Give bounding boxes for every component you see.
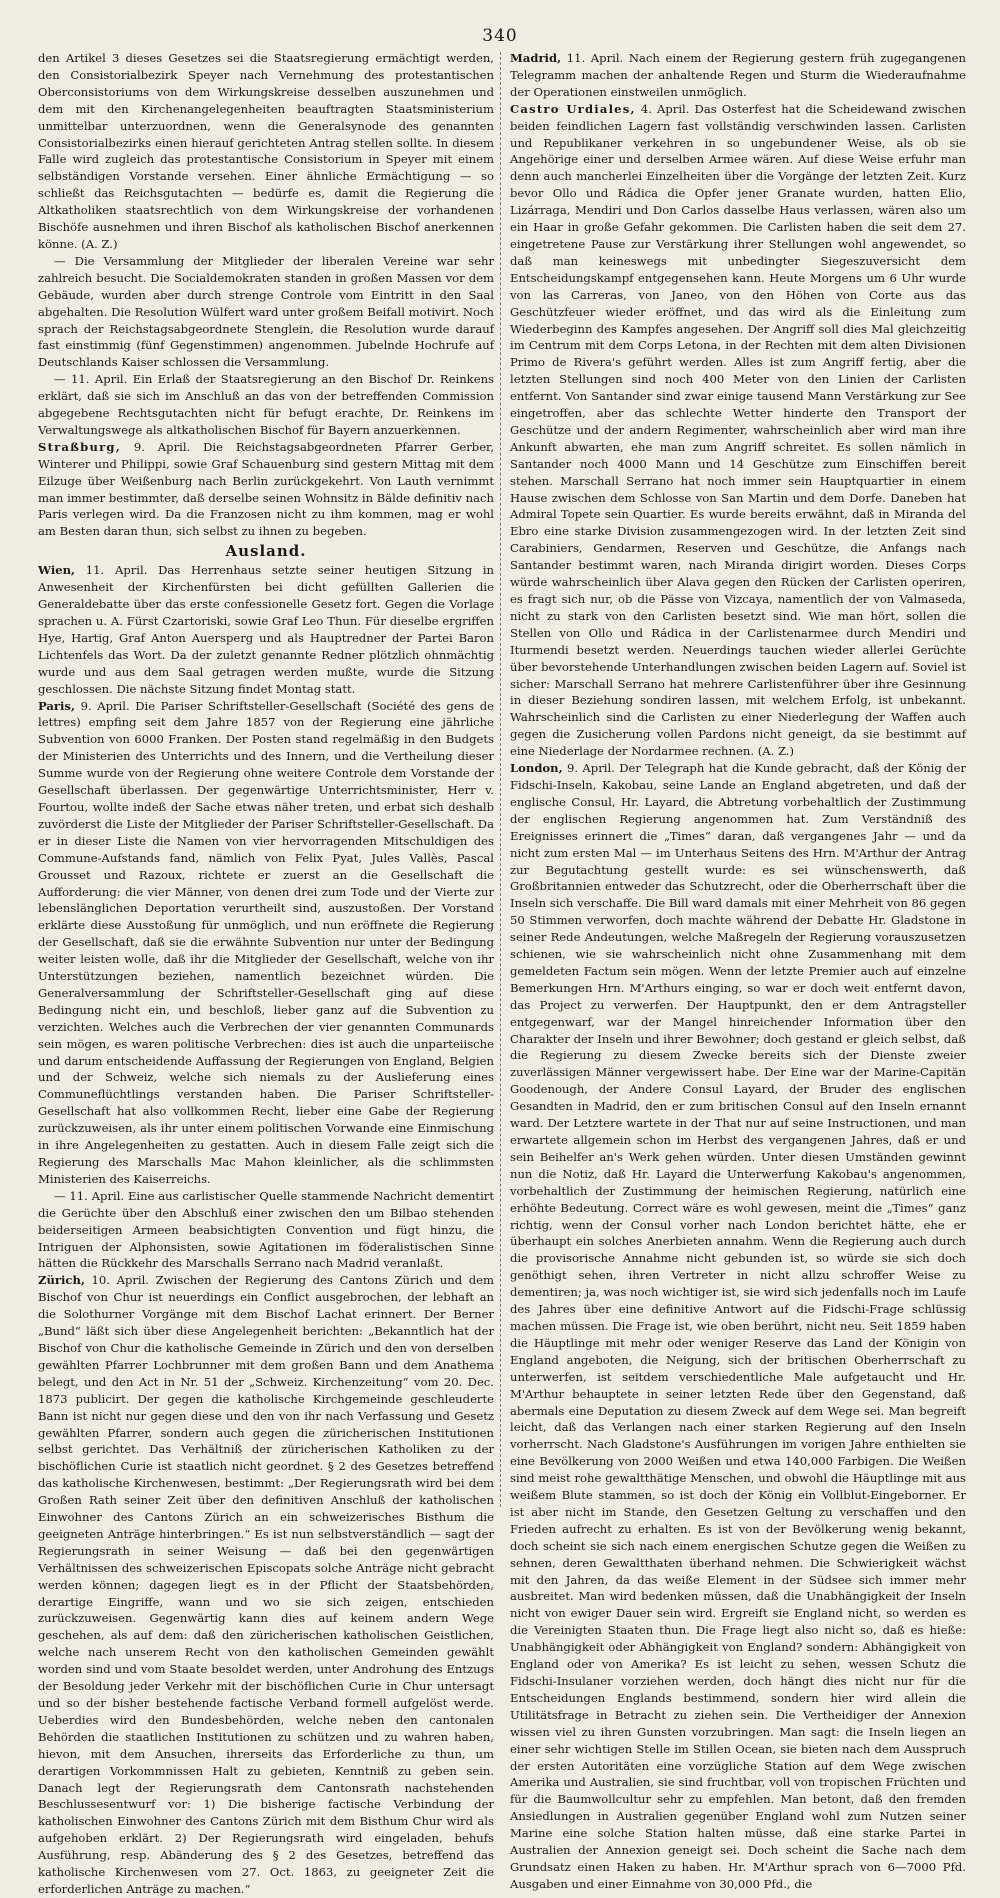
dateline-place: Zürich,: [38, 1273, 85, 1288]
dateline-place: Wien,: [38, 563, 76, 578]
article-paragraph: [38, 698, 494, 1188]
article-text: 9. April. Die Reichstagsabgeordneten Pfarrer Gerber, Winterer und Philippi, sowie Graf Schauenburg sind gestern Mittag mit dem Eilzuge über Weißenburg nach Berlin zurückgekehrt. Von Lauth vernimmt man immer bestimmter, daß derselbe seinen Wohnsitz in Bälde definitiv nach Paris verlegen wird. Da die Franzosen nicht zu ihm kommen, mag er wohl am Besten daran thun, sich selbst zu ihnen zu begeben.: [38, 439, 495, 539]
article-text: 11. April. Nach einem der Regierung gestern früh zugegangenen Telegramm machen der anhaltende Regen und Sturm die Wiederaufnahme der Operationen einstweilen unmöglich.: [510, 51, 966, 99]
article-text: 9. April. Der Telegraph hat die Kunde gebracht, daß der König der Fidschi-Inseln, Kakobau, seine Lande an England abgetreten, und daß der englische Consul, Hr. Layard, die Abtretung vorbehaltlich der Zustimmung der englischen Regierung angenommen hat. Zum Verständniß des Ereignisses erinnert die „Times“ daran, daß vergangenes Jahr — und da nicht zum ersten Mal — im Unterhaus Seitens des Hrn. M'Arthur der Antrag zur Begutachtung gestellt wurde: es sei wünschenswerth, daß Großbritannien entweder das Schutzrecht, oder die Oberherrschaft über die Inseln sich verschaffe. Die Bill ward damals mit einer Mehrheit von 86 gegen 50 Stimmen verworfen, doch machte während der Debatte Hr. Gladstone in seiner Rede Andeutungen, welche Maßregeln der Regierung vorauszusetzen schienen, wie sie wahrscheinlich nicht ohne Zusammenhang mit dem gemeldeten Factum sein mögen. Wenn der letzte Premier auch auf einzelne Bemerkungen Hrn. M'Arthurs einging, so war er doch weit entfernt davon, das Project zu verwerfen. Der Hauptpunkt, den er dem Antragsteller entgegenwarf, war der Mangel hinreichender Information über den Charakter der Inseln und ihrer Bewohner; doch gestand er gleich selbst, daß die Regierung zu diesem Zwecke bereits sich der Dienste zweier zuverlässigen Männer vergewissert habe. Der Eine war der Marine-Capitän Goodenough, der Andere Consul Layard, der Bruder des englischen Gesandten in Madrid, den er zum britischen Consul auf den Inseln ernannt ward. Der Letztere wartete in der That nur auf seine Instructionen, und man erwartete allgemein schon im Herbst des vergangenen Jahres, daß er und sein Beihelfer an's Werk gehen würden. Unter diesen Umständen gewinnt nun die Notiz, daß Hr. Layard die Unterwerfung Kakobau's angenommen, vorbehaltlich der Zustimmung der heimischen Regierung, natürlich eine erhöhte Bedeutung. Correct wäre es wohl gewesen, meint die „Times“ ganz richtig, wenn der Consul vorher nach London berichtet hätte, ehe er überhaupt ein solches Anerbieten annahm. Wenn die Regierung auch durch die provisorische Annahme nicht gebunden ist, so würde sie sich doch genöthigt sehen, ihren Vertreter in nicht allzu schroffer Weise zu dementiren; ja, was noch wichtiger ist, sie wird sich jedenfalls noch im Laufe des Jahres über eine definitive Antwort auf die Fidschi-Frage schlüssig machen müssen. Die Frage ist, wie oben berührt, nicht neu. Seit 1859 haben die Häuptlinge mit mehr oder weniger Reserve das Land der Königin von England angeboten, die Neigung, sich der britischen Oberherrschaft zu unterwerfen, ist seitdem verschiedentliche Male aufgetaucht und Hr. M'Arthur behauptete in seiner letzten Rede über den Gegenstand, daß abermals eine Deputation zu diesem Zweck auf dem Wege sei. Man begreift leicht, daß das Verlangen nach einer starken Regierung auf den Inseln vorherrscht. Nach Gladstone's Ausführungen im vorigen Jahre enthielten sie eine Bevölkerung von 2000 Weißen und etwa 140,000 Farbigen. Die Weißen sind meist rohe gewaltthätige Menschen, und obwohl die Häuptlinge mit aus weißem Blute stammen, so ist doch der König ein Vollblut-Eingeborner. Er ist aber nicht im Stande, den Gesetzen Geltung zu verschaffen und den Frieden aufrecht zu erhalten. Es ist von der Bevölkerung wenig bekannt, doch scheint sie sich nach einem energischen Schutze gegen die Weißen zu sehnen, deren Gewaltthaten überhand nehmen. Die Schwierigkeit wächst mit den Jahren, da das weiße Element in der Südsee sich immer mehr ausbreitet. Man wird bedenken müssen, daß die Unabhängigkeit der Inseln nicht von ewiger Dauer sein wird. Ergreift sie England nicht, so werden es die Vereinigten Staaten thun. Die Frage liegt also nicht so, daß es hieße: Unabhängigkeit oder Abhängigkeit von England? sondern: Abhängigkeit von England oder von Amerika? Es ist leicht zu sehen, wessen Schutz die Fidschi-Insulaner vorziehen werden, doch hängt dies nicht nur für die Entscheidungen Englands bestimmend, sondern hier wird allein die Utilitätsfrage in Betracht zu ziehen sein. Die Vertheidiger der Annexion wissen viel zu ihren Gunsten vorzubringen. Man sagt: die Inseln liegen an einer sehr wichtigen Stelle im Stillen Ocean, sie bieten nach dem Ausspruch der ersten Autoritäten eine vorzügliche Station auf dem Wege zwischen Amerika und Australien, sie sind fruchtbar, voll von tropischen Früchten und für die Baumwollcultur sehr zu empfehlen. Man betont, daß den fremden Ansiedlungen in Australien gegenüber England wohl zum Nutzen seiner Marine eine solche Station halten müsse, daß eine starke Partei in Australien der Annexion geneigt sei. Doch scheint die Sache nach dem Grundsatz einen Haken zu haben. Hr. M'Arthur sprach von 6—7000 Pfd. Ausgaben und einer Einnahme von 30,000 Pfd., die: [510, 761, 966, 1891]
column-divider: [500, 52, 501, 1507]
article-text: 9. April. Die Pariser Schriftsteller-Gesellschaft (Société des gens de lettres) empfing seit dem Jahre 1857 von der Regierung eine jährliche Subvention von 6000 Franken. Der Posten stand regelmäßig in den Budgets der Ministerien des Unterrichts und des Innern, und die Vertheilung dieser Summe wurde von der Regierung ohne weitere Controle dem Vorstande der Gesellschaft überlassen. Der gegenwärtige Unterrichtsminister, Herr v. Fourtou, wollte indeß der Sache etwas näher treten, und erbat sich deshalb zuvörderst die Liste der Mitglieder der Pariser Schriftsteller-Gesellschaft. Da er in dieser Liste die Namen von vier hervorragenden Mitschuldigen des Commune-Aufstands fand, nämlich von Felix Pyat, Jules Vallès, Pascal Grousset und Razoux, richtete er zuerst an die Gesellschaft die Aufforderung: die vier Männer, von denen drei zum Tode und der Vierte zur lebenslänglichen Deportation verurtheilt sind, auszustoßen. Der Vorstand erklärte diese Ausstoßung für unmöglich, und nun eröffnete die Regierung der Gesellschaft, daß sie die erwähnte Subvention nur unter der Bedingung weiter leisten wolle, daß ihr die Mitglieder der Gesellschaft, welche von ihr Unterstützungen beziehen, namentlich bezeichnet würden. Die Generalversammlung der Schriftsteller-Gesellschaft ging auf diese Bedingung nicht ein, und beschloß, lieber ganz auf die Subvention zu verzichten. Welches auch die Verbrechen der vier genannten Communards sein mögen, es waren politische Verbrechen: dies ist auch die unparteiische und darum entscheidende Auffassung der Regierungen von England, Belgien und der Schweiz, welche sich niemals zu der Auslieferung eines Communeflüchtlings verstanden haben. Die Pariser Schriftsteller-Gesellschaft hat also vollkommen Recht, lieber eine Gabe der Regierung zurückzuweisen, als ihr unter einem politischen Vorwande eine Einmischung in ihre Angelegenheiten zu gestatten. Auch in diesem Falle zeigt sich die Regierung des Marschalls Mac Mahon kleinlicher, als die schlimmsten Ministerien des Kaiserreichs.: [38, 698, 494, 1186]
article-paragraph: [38, 562, 494, 697]
article-paragraph: [38, 1272, 494, 1898]
article-paragraph: den Artikel 3 dieses Gesetzes sei die Staatsregierung ermächtigt werden, den Consistorialbezirk Speyer nach Vernehmung des protestantischen Oberconsistoriums von dem Wirkungskreise desselben auszunehmen und dem mit den Kirchenangelegenheiten beauftragten Staatsministerium unmittelbar unterzuordnen, wenn die Generalsynode des genannten Consistorialbezirks einen hierauf gerichteten Antrag stellen sollte. In diesem Falle wird zugleich das protestantische Consistorium in Speyer mit einem selbständigen Vorstande versehen. Einer ähnliche Ermächtigung — so schließt das Reichsgutachten — bedürfe es, damit die Regierung die Altkatholiken staatsrechtlich von dem Wirkungskreise der vorhandenen Bischöfe ausnehmen und ihren Bischof als katholischen Bischof anerkennen könne. (A. Z.): [38, 51, 494, 251]
article-paragraph: [510, 760, 966, 1893]
article-text: 11. April. Das Herrenhaus setzte seiner heutigen Sitzung in Anwesenheit der Kirchenfürsten bei dicht gefüllten Gallerien die Generaldebatte über das erste confessionelle Gesetz fort. Gegen die Vorlage sprachen u. A. Fürst Czartoriski, sowie Graf Leo Thun. Für dieselbe ergriffen Hye, Hartig, Graf Anton Auersperg und als Hauptredner der Partei Baron Lichtenfels das Wort. Da der zuletzt genannte Redner plötzlich ohnmächtig wurde und aus dem Saal getragen werden mußte, wurde die Sitzung geschlossen. Die nächste Sitzung findet Montag statt.: [38, 563, 495, 696]
dateline-place: London,: [510, 761, 563, 776]
left-column: [38, 50, 495, 1896]
dateline-place: Castro Urdiales,: [510, 101, 636, 116]
dateline-place: Madrid,: [510, 51, 562, 65]
right-column: [510, 50, 966, 1891]
article-paragraph: — 11. April. Ein Erlaß der Staatsregierung an den Bischof Dr. Reinkens erklärt, daß sie sich im Anschluß an das von der betreffenden Commission abgegebene Rechtsgutachten nicht für befugt erachte, Dr. Reinkens im Verwaltungswege als altkatholischen Bischof für Bayern anzuerkennen.: [38, 372, 494, 437]
article-paragraph: — Die Versammlung der Mitglieder der liberalen Vereine war sehr zahlreich besucht. Die Socialdemokraten standen in großen Massen vor dem Gebäude, wurden aber durch strenge Controle vom Eintritt in den Saal abgehalten. Die Resolution Wülfert ward unter großem Beifall motivirt. Noch sprach der Reichstagsabgeordnete Stenglein, die Resolution wurde darauf fast einstimmig (fünf Gegenstimmen) angenommen. Jubelnde Hochrufe auf Deutschlands Kaiser schlossen die Versammlung.: [38, 253, 494, 370]
section-heading: Ausland.: [225, 542, 307, 561]
article-text: 4. April. Das Osterfest hat die Scheidewand zwischen beiden feindlichen Lagern fast vollständig verschwinden lassen. Carlisten und Republikaner verkehren in so ungebundener Weise, als ob sie Angehörige einer und derselben Armee wären. Auf diese Weise erfuhr man denn auch mancherlei Einzelheiten über die Vorgänge der letzten Zeit. Kurz bevor Ollo und Rádica die Opfer jener Granate wurden, hatten Elio, Lizárraga, Mendiri und Don Carlos dasselbe Haus verlassen, wären also um ein Haar in große Gefahr gekommen. Die Carlisten haben die seit dem 27. eingetretene Pause zur Verstärkung ihrer Stellungen wohl angewendet, so daß man keineswegs mit unbedingter Siegeszuversicht dem Entscheidungskampf entgegensehen kann. Heute Morgens um 6 Uhr wurde von las Carreras, von Janeo, von den Höhen von Corte aus das Geschützfeuer wieder eröffnet, und das wird als die Einleitung zum Wiederbeginn des Kampfes angesehen. Der Angriff soll dies Mal gleichzeitig im Centrum mit dem Corps Letona, in der Rechten mit dem alten Divisionen Primo de Rivera's geführt werden. Alles ist zum Angriff fertig, aber die letzten Stellungen sind noch 400 Meter von den Linien der Carlisten entfernt. Von Santander sind zwar einige tausend Mann Verstärkung zur See eingetroffen, aber das schlechte Wetter hinderte den Transport der Geschütze und der andern Regimenter, wahrscheinlich aber wird man ihre Ankunft abwarten, ehe man zum Angriff schreitet. Es sollen nämlich in Santander noch 4000 Mann und 14 Geschütze zum Einschiffen bereit stehen. Marschall Serrano hat noch immer sein Hauptquartier in einem Hause zwischen dem Schlosse von San Martin und dem Dorfe. Daneben hat Admiral Topete sein Quartier. Es wurde bereits erwähnt, daß in Miranda del Ebro eine starke Division zusammengezogen wird. In der letzten Zeit sind Carabiniers, Gendarmen, Reserven und Geschütze, die Anfangs nach Santander bestimmt waren, nach Miranda dirigirt worden. Dieses Corps würde wahrscheinlich über Alava gegen den Rücken der Carlisten operiren, es fragt sich nur, ob die Pässe von Vizcaya, namentlich der von Valmaseda, nicht zu stark von den Carlisten besetzt sind. Wie man hört, sollen die Stellen von Ollo und Rádica in der Carlistenarmee durch Mendiri und Iturmendi besetzt werden. Neuerdings tauchen wieder allerlei Gerüchte über bevorstehende Unterhandlungen zwischen beiden Lagern auf. Soviel ist sicher: Marschall Serrano hat mehrere Carlistenführer über ihre Gesinnung in dieser Beziehung sondiren lassen, mit welchem Erfolg, ist unbekannt. Wahrscheinlich sind die Carlisten zu einer Niederlegung der Waffen auch gegen die Zusicherung vollen Pardons nicht geneigt, da sie bestimmt auf eine Niederlage der Nordarmee rechnen. (A. Z.): [510, 101, 966, 759]
article-text: 10. April. Zwischen der Regierung des Cantons Zürich und dem Bischof von Chur ist neuerdings ein Conflict ausgebrochen, der lebhaft an die Solothurner Vorgänge mit dem Bischof Lachat erinnert. Der Berner „Bund“ läßt sich über diese Angelegenheit berichten: „Bekanntlich hat der Bischof von Chur die katholische Gemeinde in Zürich und den von derselben gewählten Pfarrer Lochbrunner mit dem großen Bann und dem Anathema belegt, und den Act in Nr. 51 der „Schweiz. Kirchenzeitung“ vom 20. Dec. 1873 publicirt. Der gegen die katholische Kirchgemeinde geschleuderte Bann ist nicht nur gegen diese und den von ihr nach Verfassung und Gesetz gewählten Pfarrer, sondern auch gegen die züricherischen Institutionen selbst gerichtet. Das Verhältniß der züricherischen Katholiken zu der bischöflichen Curie ist staatlich nicht geordnet. § 2 des Gesetzes betreffend das katholische Kirchenwesen, bestimmt: „Der Regierungsrath wird bei dem Großen Rath seiner Zeit über den definitiven Anschluß der katholischen Einwohner des Cantons Zürich an ein schweizerisches Bisthum die geeigneten Anträge hinterbringen.“ Es ist nun selbstverständlich — sagt der Regierungsrath in seiner Weisung — daß bei den gegenwärtigen Verhältnissen des schweizerischen Episcopats solche Anträge nicht gebracht werden können; dagegen liegt es in der Pflicht der Staatsbehörden, derartige Eingriffe, wann und wo sie sich zeigen, entschieden zurückzuweisen. Gegenwärtig kann dies auf keinem andern Wege geschehen, als auf dem: daß den züricherischen katholischen Geistlichen, welche nach unserem Recht von den katholischen Gemeinden gewählt worden sind und vom Staate besoldet werden, unter Androhung des Entzugs der Besoldung jeder Verkehr mit der bischöflichen Curie in Chur untersagt und so der bisher bestehende factische Verband formell aufgelöst werde. Ueberdies wird den Bundesbehörden, welche neben den cantonalen Behörden die staatlichen Institutionen zu schützen und zu wahren haben, hievon, mit dem Ansuchen, ihrerseits das Erforderliche zu thun, um derartigen Vorkommnissen Halt zu gebieten, Kenntniß zu geben sein. Danach legt der Regierungsrath dem Cantonsrath nachstehenden Beschlussesentwurf vor: 1) Die bisherige factische Verbindung der katholischen Einwohner des Cantons Zürich mit dem Bisthum Chur wird als aufgehoben erklärt. 2) Der Regierungsrath wird eingeladen, behufs Ausführung, resp. Abänderung des § 2 des Gesetzes, betreffend das katholische Kirchenwesen vom 27. Oct. 1863, zu geeigneter Zeit die erforderlichen Anträge zu machen.“: [38, 1273, 494, 1896]
article-paragraph: [510, 50, 966, 101]
page-number: 340: [482, 26, 518, 46]
dateline-place: Paris,: [38, 698, 75, 713]
article-paragraph: — 11. April. Eine aus carlistischer Quelle stammende Nachricht dementirt die Gerüchte über den Abschluß einer zwischen den um Bilbao stehenden beiderseitigen Armeen beabsichtigten Convention und fügt hinzu, die Intriguen der Alphonsisten, sowie Agitationen im föderalistischen Sinne hätten die Rückkehr des Marschalls Serrano nach Madrid veranlaßt.: [38, 1188, 494, 1271]
article-paragraph: [38, 439, 494, 540]
article-paragraph: [510, 101, 966, 760]
dateline-place: Straßburg,: [38, 439, 121, 454]
